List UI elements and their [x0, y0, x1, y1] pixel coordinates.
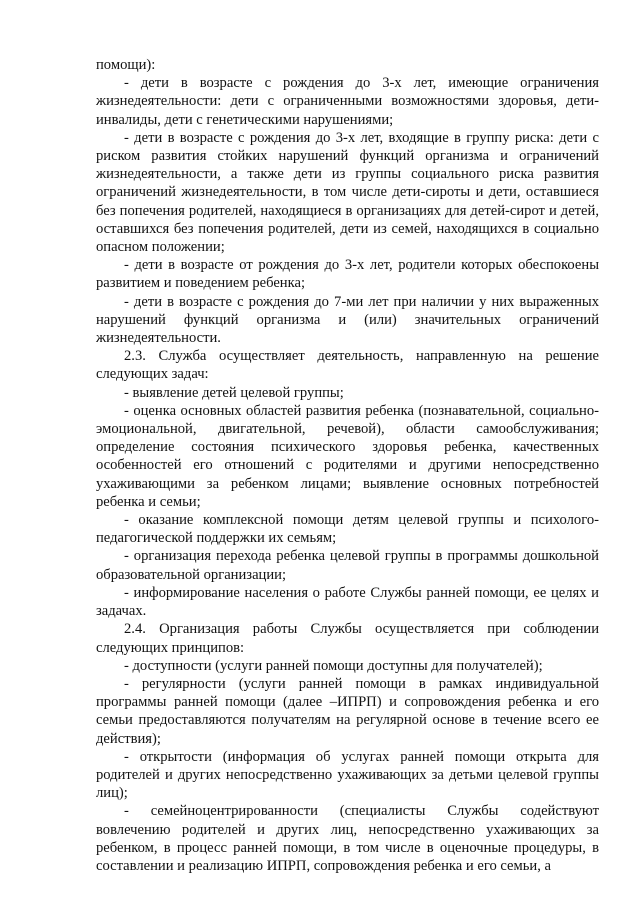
paragraph-4: - дети в возрасте от рождения до 3-х лет, родители которых обеспокоены развитием и поведением ребенка;	[96, 257, 599, 292]
paragraph-13: - доступности (услуги ранней помощи доступны для получателей);	[124, 657, 543, 674]
paragraph-8: - оценка основных областей развития ребенка (познавательной, социально-эмоциональной, двигательной, речевой), области самообслуживания; определение состояния психического здоровья ребенка, качественных особенностей его отношений с родителями и другими непосредственно ухаживающими за ребенком лицами; выявление основных потребностей ребенка и семьи;	[96, 402, 599, 510]
paragraph-3: - дети в возрасте с рождения до 3-х лет, входящие в группу риска: дети с риском развития стойких нарушений функций организма и ограничений жизнедеятельности, а также дети из группы социального риска развития ограничений жизнедеятельности, в том числе дети-сироты и дети, оставшиеся без попечения родителей, находящиеся в организациях для детей-сирот и детей, оставшихся без попечения родителей, дети из семей, находящихся в социально опасном положении;	[96, 129, 599, 256]
paragraph-5: - дети в возрасте с рождения до 7-ми лет при наличии у них выраженных нарушений функций организма и (или) значительных ограничений жизнедеятельности.	[96, 293, 599, 347]
paragraph-7: - выявление детей целевой группы;	[124, 384, 344, 401]
paragraph-11: - информирование населения о работе Службы ранней помощи, ее целях и задачах.	[96, 584, 599, 620]
paragraph-15: - открытости (информация об услугах ранней помощи открыта для родителей и других непосредственно ухаживающих за детьми целевой группы лиц);	[96, 748, 599, 802]
paragraph-14: - регулярности (услуги ранней помощи в рамках индивидуальной программы ранней помощи (далее –ИПРП) и сопровождения ребенка и его семьи предоставляются получателям на регулярной основе в течение всего ее действия);	[96, 675, 599, 747]
paragraph-9: - оказание комплексной помощи детям целевой группы и психолого-педагогической поддержки их семьям;	[96, 512, 599, 547]
document-body	[96, 56, 599, 875]
paragraph-1: помощи):	[96, 57, 156, 73]
paragraph-16: - семейноцентрированности (специалисты Службы содействуют вовлечению родителей и других лиц, непосредственно ухаживающих за ребенком, в процесс ранней помощи, в том числе в оценочные процедуры, в составлении и реализацию ИПРП, сопровождения ребенка и его семьи, а	[96, 803, 599, 874]
paragraph-6: 2.3. Служба осуществляет деятельность, направленную на решение следующих задач:	[96, 348, 599, 383]
paragraph-10: - организация перехода ребенка целевой группы в программы дошкольной образовательной организации;	[96, 548, 599, 583]
paragraph-2: - дети в возрасте с рождения до 3-х лет, имеющие ограничения жизнедеятельности: дети с ограниченными возможностями здоровья, дети-инвалиды, дети с генетическими нарушениями;	[96, 75, 599, 128]
paragraph-12: 2.4. Организация работы Службы осуществляется при соблюдении следующих принципов:	[96, 621, 599, 656]
